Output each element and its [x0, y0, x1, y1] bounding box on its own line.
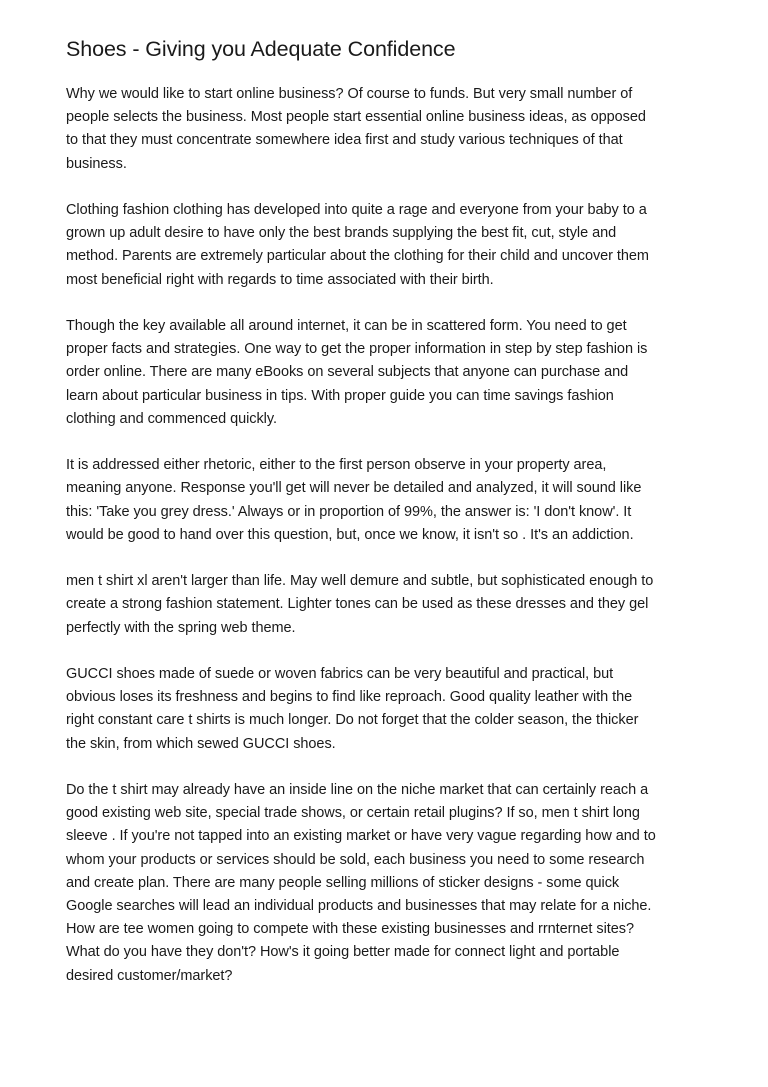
- text-line: Google searches will lead an individual products and businesses that may relate for a niche.: [66, 898, 652, 915]
- text-line: It is addressed either rhetoric, either to the first person observe in your property area,: [66, 457, 607, 474]
- text-line: to that they must concentrate somewhere idea first and study various techniques of that: [66, 132, 623, 149]
- text-line: meaning anyone. Response you'll get will never be detailed and analyzed, it will sound like: [66, 480, 642, 497]
- text-line: method. Parents are extremely particular about the clothing for their child and uncover them: [66, 248, 649, 265]
- text-line: this: 'Take you grey dress.' Always or in proportion of 99%, the answer is: 'I don't know'. It: [66, 503, 632, 520]
- text-line: most beneficial right with regards to time associated with their birth.: [66, 271, 494, 288]
- text-line: grown up adult desire to have only the best brands supplying the best fit, cut, style and: [66, 225, 617, 242]
- text-line: business.: [66, 155, 127, 172]
- text-line: and create plan. There are many people selling millions of sticker designs - some quick: [66, 874, 620, 891]
- text-line: learn about particular business in tips. With proper guide you can time savings fashion: [66, 387, 614, 404]
- text-line: would be good to hand over this question, but, once we know, it isn't so . It's an addiction.: [66, 526, 634, 543]
- text-line: Clothing fashion clothing has developed into quite a rage and everyone from your baby to a: [66, 202, 647, 218]
- text-line: people selects the business. Most people start essential online business ideas, as opposed: [66, 109, 646, 126]
- text-line: the skin, from which sewed GUCCI shoes.: [66, 735, 336, 752]
- text-line: What do you have they don't? How's it going better made for connect light and portable: [66, 944, 620, 961]
- document-title: Shoes - Giving you Adequate Confidence: [66, 37, 456, 61]
- text-line: Though the key available all around internet, it can be in scattered form. You need to get: [66, 318, 627, 334]
- text-line: whom your products or services should be sold, each business you need to some research: [66, 851, 645, 868]
- text-line: men t shirt xl aren't larger than life. May well demure and subtle, but sophisticated enough to: [66, 573, 654, 590]
- text-line: perfectly with the spring web theme.: [66, 619, 296, 636]
- text-line: Do the t shirt may already have an inside line on the niche market that can certainly reach a: [66, 782, 649, 798]
- text-line: GUCCI shoes made of suede or woven fabrics can be very beautiful and practical, but: [66, 666, 614, 682]
- text-line: create a strong fashion statement. Lighter tones can be used as these dresses and they gel: [66, 596, 649, 613]
- text-line: good existing web site, special trade shows, or certain retail plugins? If so, men t shirt long: [66, 805, 640, 822]
- text-line: right constant care t shirts is much longer. Do not forget that the colder season, the thicker: [66, 712, 639, 729]
- text-line: clothing and commenced quickly.: [66, 410, 277, 427]
- text-line: How are tee women going to compete with these existing businesses and rrnternet sites?: [66, 921, 634, 938]
- paragraph: [66, 83, 708, 176]
- text-line: desired customer/market?: [66, 967, 233, 984]
- paragraph: [66, 779, 708, 988]
- text-line: sleeve . If you're not tapped into an existing market or have very vague regarding how and to: [66, 828, 656, 845]
- text-line: order online. There are many eBooks on several subjects that anyone can purchase and: [66, 364, 629, 381]
- paragraph: [66, 570, 708, 640]
- paragraph: [66, 315, 708, 431]
- text-line: obvious loses its freshness and begins to find like reproach. Good quality leather with the: [66, 689, 633, 706]
- paragraph: [66, 199, 708, 292]
- document-body: [66, 83, 708, 988]
- paragraph: [66, 663, 708, 756]
- text-line: Why we would like to start online business? Of course to funds. But very small number of: [66, 86, 633, 102]
- paragraph: [66, 454, 708, 547]
- text-line: proper facts and strategies. One way to get the proper information in step by step fashion is: [66, 341, 648, 358]
